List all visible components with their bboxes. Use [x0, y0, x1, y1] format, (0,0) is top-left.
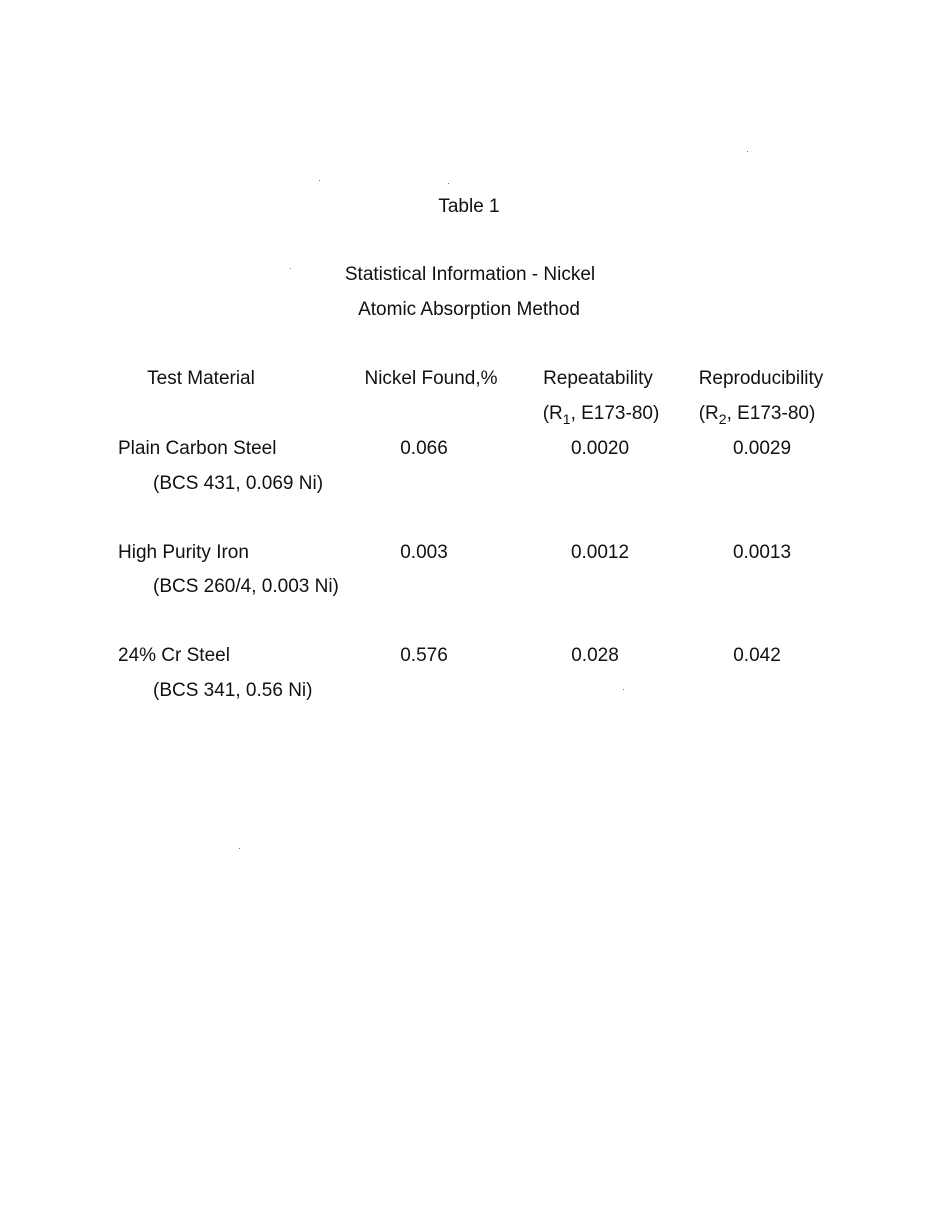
- row-repeatability: 0.0020: [570, 438, 630, 459]
- scan-speck: [747, 151, 748, 152]
- table-title-line2: Atomic Absorption Method: [358, 299, 580, 320]
- scan-speck: [623, 689, 624, 690]
- row-material: High Purity Iron: [118, 542, 249, 563]
- row-reference: (BCS 260/4, 0.003 Ni): [153, 576, 339, 597]
- header-nickel-found: Nickel Found,%: [364, 368, 498, 389]
- row-nickel-found: 0.576: [400, 645, 448, 666]
- row-repeatability: 0.0012: [570, 542, 630, 563]
- row-material: 24% Cr Steel: [118, 645, 230, 666]
- scan-speck: [448, 183, 449, 184]
- scan-speck: [319, 180, 320, 181]
- header-test-material: Test Material: [147, 368, 255, 389]
- scan-speck: [290, 268, 291, 269]
- header-reproducibility: Reproducibility: [698, 368, 824, 389]
- table-title-line1: Statistical Information - Nickel: [344, 264, 596, 285]
- table-label: Table 1: [438, 196, 500, 217]
- scan-speck: [239, 848, 240, 849]
- subscript-index: 2: [718, 411, 727, 427]
- row-reference: (BCS 431, 0.069 Ni): [153, 473, 324, 494]
- row-material: Plain Carbon Steel: [118, 438, 277, 459]
- subscript-index: 1: [562, 411, 571, 427]
- header-repeatability-sub: ($R_1$, E173-80): [542, 403, 660, 427]
- row-repeatability: 0.028: [571, 645, 619, 666]
- header-reproducibility-sub: ($R_2$, E173-80): [698, 403, 816, 427]
- row-reference: (BCS 341, 0.56 Ni): [153, 680, 313, 701]
- row-reproducibility: 0.042: [733, 645, 781, 666]
- row-nickel-found: 0.003: [400, 542, 448, 563]
- header-repeatability: Repeatability: [543, 368, 653, 389]
- row-nickel-found: 0.066: [400, 438, 448, 459]
- row-reproducibility: 0.0029: [732, 438, 792, 459]
- row-reproducibility: 0.0013: [732, 542, 792, 563]
